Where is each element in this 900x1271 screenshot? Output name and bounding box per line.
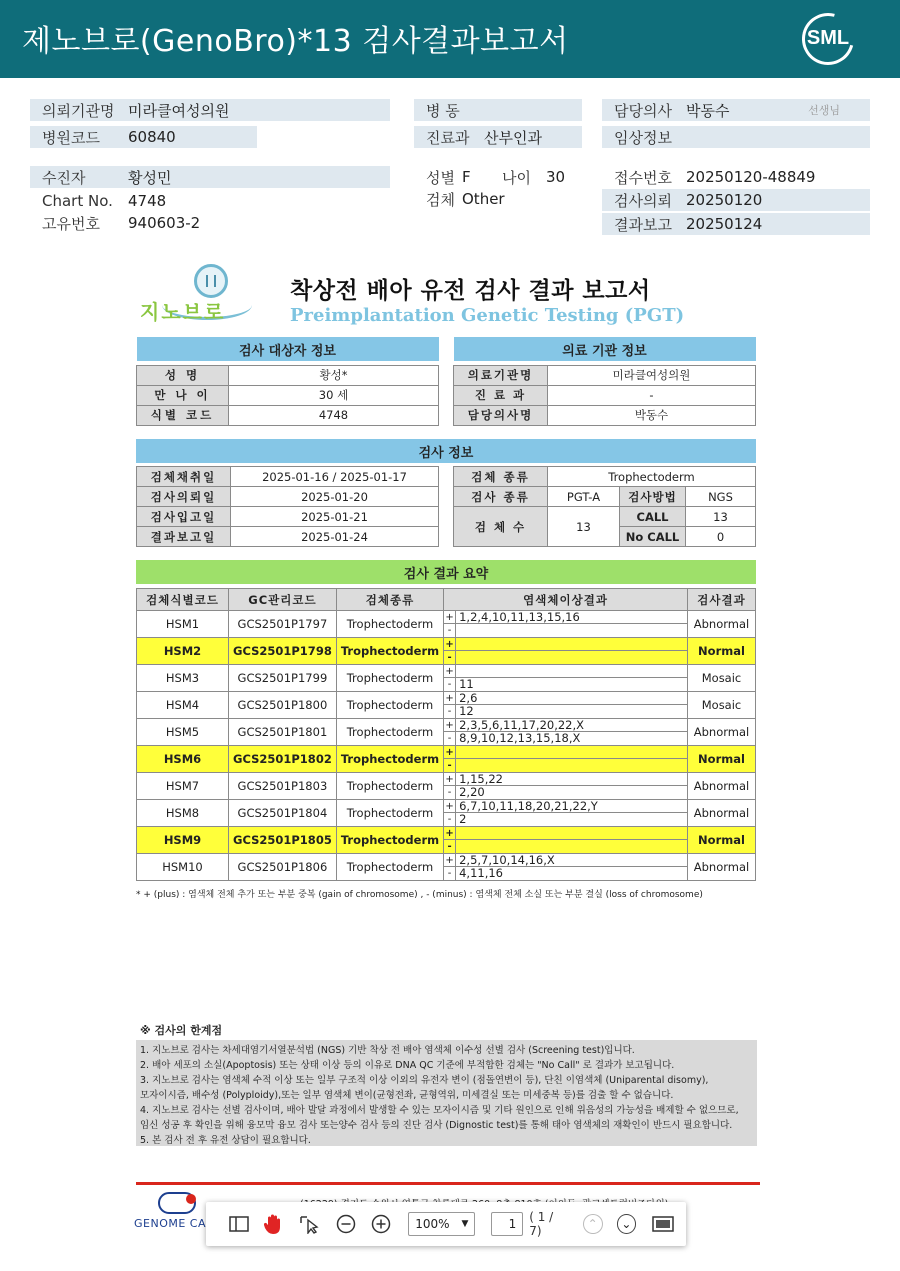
specimen-type: Trophectoderm <box>336 719 443 746</box>
info-request-date: 검사의뢰 20250120 <box>602 189 870 211</box>
info-requesting-institution: 의뢰기관명 미라클여성의원 <box>30 99 390 121</box>
next-page-icon[interactable]: ⌄ <box>617 1214 637 1234</box>
results-summary-table: 검체식별코드 GC관리코드 검체종류 염색체이상결과 검사결과 HSM1 GCS2501P1797 Trophectoderm + 1,2,4,10,11,13,15,16 - Abnormal HSM2 GCS2501P1798 Trophectoderm + - Normal HSM3 GCS2501P1799 Trophectoderm + - 11 Mosaic HSM4 GCS2501P1800 Trophectoderm + 2,6 - 12 Mosaic HSM5 GCS2501P1801 Trophectoderm + 2,3,5,6,11,17,20,22,X - 8,9,10,12,13,15,18,X Abnormal HSM6 GCS2501P1802 Trophectoderm + - Normal HSM7 GCS2501P1803 Trophectoderm + 1,15,22 - 2,20 Abnormal HSM8 GCS2501P1804 Trophectoderm + 6,7,10,11,18,20,21,22,Y - 2 Abnormal HSM9 GCS2501P1805 Trophectoderm + - Normal HSM10 GCS2501P1806 Trophectoderm + 2,5,7,10,14,16,X - 4,11,16 Abnormal <box>136 588 756 881</box>
limit-item: 모자이시즘, 배수성 (Polyploidy),또는 일부 염색체 변이(균형전좌, 균형역위, 미세결실 또는 미세중복 등)를 검출 할 수 없습니다. <box>140 1090 674 1101</box>
chromosome-abnormality: + 2,5,7,10,14,16,X - 4,11,16 <box>444 854 688 881</box>
table-row: 검사입고일 2025-01-21 <box>137 507 439 527</box>
specimen-type: Trophectoderm <box>336 800 443 827</box>
specimen-id: HSM8 <box>137 800 229 827</box>
table-row: 결과보고일 2025-01-24 <box>137 527 439 547</box>
limit-item: 4. 지노브로 검사는 선별 검사이며, 배아 발달 과정에서 발생할 수 있는 모자이시즘 및 기타 원인으로 인해 위음성의 가능성을 배제할 수 없으므로, <box>140 1105 739 1116</box>
subject-info-table: 검사 대상자 정보 성 명 황성* 만 나 이 30 세 식별 코드 4748 <box>136 337 439 426</box>
zoom-out-icon[interactable] <box>333 1211 359 1237</box>
limit-item: 3. 지노브로 검사는 염색체 수적 이상 또는 일부 구조적 이상 이외의 유전자 변이 (점돌연변이 등), 단친 이염색체 (Uniparental disomy), <box>140 1075 709 1086</box>
specimen-id: HSM10 <box>137 854 229 881</box>
table-row: 검 체 수 13 CALL 13 <box>454 507 756 527</box>
test-info-header: 검사 정보 <box>136 439 756 463</box>
info-receipt-no: 접수번호 20250120-48849 <box>614 168 816 187</box>
limits-title: ※ 검사의 한계점 <box>140 1024 223 1037</box>
table-row: 의료기관명 미라클여성의원 <box>454 365 756 385</box>
specimen-type: Trophectoderm <box>336 692 443 719</box>
test-info-left-table <box>136 466 439 547</box>
chromosome-abnormality: + 2,6 - 12 <box>444 692 688 719</box>
gc-code: GCS2501P1797 <box>229 611 337 638</box>
select-tool-icon[interactable] <box>297 1211 323 1237</box>
info-chart-no: Chart No. 4748 <box>42 192 167 210</box>
chevron-down-icon: ▼ <box>461 1219 469 1229</box>
table-row <box>137 854 756 881</box>
info-specimen: 검체 Other <box>426 190 505 209</box>
gc-code: GCS2501P1800 <box>229 692 337 719</box>
gc-code: GCS2501P1803 <box>229 773 337 800</box>
table-row <box>137 827 756 854</box>
info-clinical: 임상정보 <box>602 126 870 148</box>
gc-code: GCS2501P1805 <box>229 827 337 854</box>
gc-code: GCS2501P1801 <box>229 719 337 746</box>
hand-tool-icon[interactable] <box>262 1211 288 1237</box>
test-result: Mosaic <box>688 692 756 719</box>
specimen-id: HSM4 <box>137 692 229 719</box>
info-unique-id: 고유번호 940603-2 <box>42 214 201 233</box>
specimen-id: HSM9 <box>137 827 229 854</box>
specimen-id: HSM5 <box>137 719 229 746</box>
table-row: 검사 종류 PGT-A 검사방법 NGS <box>454 487 756 507</box>
specimen-id: HSM3 <box>137 665 229 692</box>
test-info-right-table <box>453 466 756 547</box>
specimen-type: Trophectoderm <box>336 665 443 692</box>
chromosome-abnormality: + - <box>444 827 688 854</box>
page-number-input[interactable]: 1 <box>491 1212 523 1236</box>
chromosome-abnormality: + 2,3,5,6,11,17,20,22,X - 8,9,10,12,13,15,18,X <box>444 719 688 746</box>
info-hospital-code: 병원코드 60840 <box>30 126 257 148</box>
sidebar-toggle-icon[interactable] <box>226 1211 252 1237</box>
specimen-id: HSM6 <box>137 746 229 773</box>
specimen-id: HSM1 <box>137 611 229 638</box>
specimen-type: Trophectoderm <box>336 638 443 665</box>
clinic-info-table: 의료 기관 정보 의료기관명 미라클여성의원 진 료 과 - 담당의사명 박동수 <box>453 337 756 426</box>
chromosome-abnormality: + - <box>444 638 688 665</box>
table-row: 만 나 이 30 세 <box>137 385 439 405</box>
page-count: ( 1 / 7) <box>529 1210 554 1238</box>
table-row <box>137 773 756 800</box>
table-row <box>137 719 756 746</box>
test-result: Abnormal <box>688 854 756 881</box>
sml-logo: SML <box>802 13 854 65</box>
gc-code: GCS2501P1802 <box>229 746 337 773</box>
table-row: 식별 코드 4748 <box>137 405 439 425</box>
specimen-type: Trophectoderm <box>336 854 443 881</box>
limit-item: 1. 지노브로 검사는 차세대염기서열분석법 (NGS) 기반 착상 전 배아 염색체 이수성 선별 검사 (Screening test)입니다. <box>140 1045 635 1056</box>
test-result: Normal <box>688 638 756 665</box>
chromosome-abnormality: + 1,15,22 - 2,20 <box>444 773 688 800</box>
genome-care-logo: GENOME CA <box>134 1192 214 1232</box>
table-row: 담당의사명 박동수 <box>454 405 756 425</box>
limit-item: 2. 배아 세포의 소실(Apoptosis) 또는 상태 이상 등의 이유로 DNA QC 기준에 부적합한 검체는 "No Call" 로 결과가 보고됩니다. <box>140 1060 675 1071</box>
pdf-toolbar <box>206 1202 686 1246</box>
table-row <box>137 692 756 719</box>
info-sex: 성별 F <box>426 168 471 187</box>
info-department: 진료과 산부인과 <box>414 126 582 148</box>
gc-code: GCS2501P1806 <box>229 854 337 881</box>
chromosome-abnormality: + - <box>444 746 688 773</box>
zoom-select[interactable]: 100% ▼ <box>408 1212 475 1236</box>
chromosome-abnormality: + - 11 <box>444 665 688 692</box>
specimen-type: Trophectoderm <box>336 746 443 773</box>
info-ward: 병 동 <box>414 99 582 121</box>
table-row <box>137 665 756 692</box>
table-row: 진 료 과 - <box>454 385 756 405</box>
limit-item: 5. 본 검사 전 후 유전 상담이 필요합니다. <box>140 1135 311 1146</box>
chromosome-abnormality: + 1,2,4,10,11,13,15,16 - <box>444 611 688 638</box>
info-age: 나이 30 <box>502 168 566 187</box>
gc-code: GCS2501P1798 <box>229 638 337 665</box>
summary-header: 검사 결과 요약 <box>136 560 756 584</box>
test-result: Abnormal <box>688 773 756 800</box>
limits-box <box>136 1040 757 1146</box>
chromosome-abnormality: + 6,7,10,11,18,20,21,22,Y - 2 <box>444 800 688 827</box>
gc-code: GCS2501P1799 <box>229 665 337 692</box>
gc-code: GCS2501P1804 <box>229 800 337 827</box>
table-row: No CALL 0 <box>454 527 756 547</box>
specimen-type: Trophectoderm <box>336 611 443 638</box>
specimen-type: Trophectoderm <box>336 773 443 800</box>
table-row <box>137 746 756 773</box>
test-result: Abnormal <box>688 800 756 827</box>
footnote: * + (plus) : 염색체 전체 추가 또는 부분 중복 (gain of chromosome) , - (minus) : 염색체 전체 소실 또는 부분 결실 (loss of chromosome) <box>136 890 703 900</box>
report-header <box>0 0 900 78</box>
specimen-id: HSM2 <box>137 638 229 665</box>
limit-item: 임신 성공 후 확인을 위해 융모막 융모 검사 또는양수 검사 등의 진단 검사 (Dignostic test)를 통해 태아 염색체의 재확인이 반드시 필요합니다. <box>140 1120 733 1131</box>
info-doctor: 담당의사 박동수 선생님 <box>602 99 870 121</box>
specimen-type: Trophectoderm <box>336 827 443 854</box>
previous-page-icon[interactable]: ⌃ <box>583 1214 603 1234</box>
table-row: 검체 종류 Trophectoderm <box>454 467 756 487</box>
pgt-report-title: 착상전 배아 유전 검사 결과 보고서 <box>290 278 651 304</box>
test-result: Normal <box>688 827 756 854</box>
report-title: 제노브로(GenoBro)*13 검사결과보고서 <box>22 24 569 59</box>
info-patient-name: 수진자 황성민 <box>30 166 390 188</box>
table-row: 검체채취일 2025-01-16 / 2025-01-17 <box>137 467 439 487</box>
test-result: Abnormal <box>688 611 756 638</box>
table-row <box>137 800 756 827</box>
test-result: Normal <box>688 746 756 773</box>
footer-divider <box>136 1182 760 1185</box>
table-row: 검사의뢰일 2025-01-20 <box>137 487 439 507</box>
info-report-date: 결과보고 20250124 <box>602 213 870 235</box>
test-result: Abnormal <box>688 719 756 746</box>
test-result: Mosaic <box>688 665 756 692</box>
table-row: 성 명 황성* <box>137 365 439 385</box>
specimen-id: HSM7 <box>137 773 229 800</box>
pgt-report-subtitle: Preimplantation Genetic Testing (PGT) <box>290 305 685 326</box>
table-row <box>137 638 756 665</box>
fit-page-icon[interactable] <box>650 1211 676 1237</box>
table-row <box>137 611 756 638</box>
genobro-logo: 지노브로 <box>136 264 246 324</box>
zoom-in-icon[interactable] <box>369 1211 395 1237</box>
